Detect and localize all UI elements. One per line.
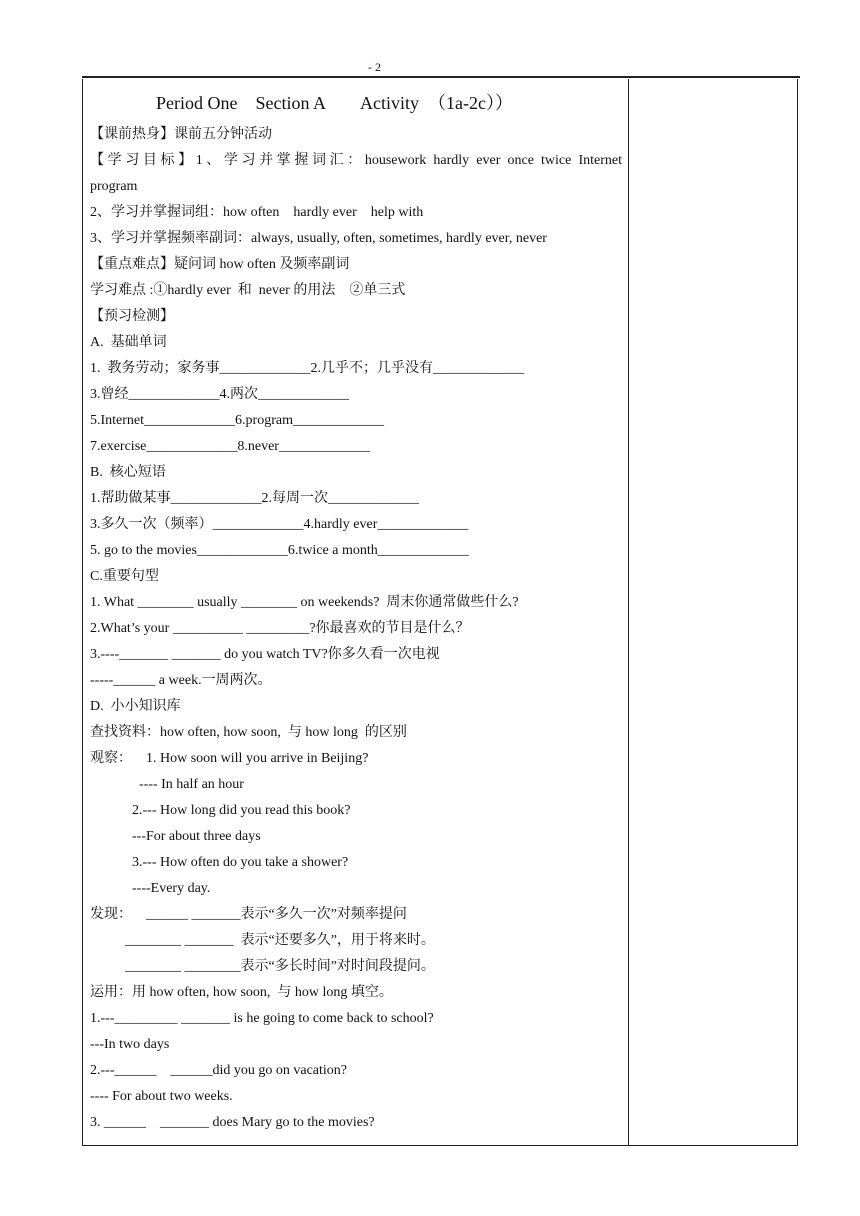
text-line: ----Every day. — [90, 881, 211, 896]
text-line: D. 小小知识库 — [90, 699, 181, 714]
text-line: 3.--- How often do you take a shower? — [90, 855, 349, 870]
text-line: 3.多久一次（频率）_____________4.hardly ever_____________ — [90, 517, 469, 532]
main-cell — [90, 88, 622, 1136]
top-rule — [82, 76, 800, 78]
text-line: ________ ________表示“多长时间”对时间段提问。 — [90, 959, 435, 974]
text-line: 3.曾经_____________4.两次_____________ — [90, 387, 349, 402]
text-line: 1.---_________ _______ is he going to come back to school? — [90, 1011, 434, 1026]
text-line: 2、学习并掌握词组：how often hardly ever help with — [90, 205, 424, 220]
text-line: 1.帮助做某事_____________2.每周一次_____________ — [90, 491, 419, 506]
text-line: 1. What ________ usually ________ on weekends? 周末你通常做些什么? — [90, 595, 519, 610]
text-line: 3、学习并掌握频率副词：always, usually, often, sometimes, hardly ever, never — [90, 231, 547, 246]
page-number: - 2 — [368, 60, 381, 74]
text-line: 发现： ______ _______表示“多久一次”对频率提问 — [90, 907, 407, 922]
text-line: A. 基础单词 — [90, 335, 167, 350]
text-line: ---- For about two weeks. — [90, 1089, 233, 1104]
text-line: 5.Internet_____________6.program_____________ — [90, 413, 384, 428]
text-line: ---- In half an hour — [90, 777, 244, 792]
text-line: 3.----_______ _______ do you watch TV?你多久看一次电视 — [90, 647, 440, 662]
column-divider — [628, 79, 629, 1146]
text-line: 2.--- How long did you read this book? — [90, 803, 351, 818]
text-line: 2.---______ ______did you go on vacation? — [90, 1063, 348, 1078]
text-line: C.重要句型 — [90, 569, 159, 584]
text-line: program — [90, 179, 138, 194]
text-line: ---For about three days — [90, 829, 261, 844]
text-line: 【学习目标】1、学习并掌握词汇：housework hardly ever once twice Internet — [90, 153, 622, 168]
text-line: 2.What’s your __________ _________?你最喜欢的节目是什么？ — [90, 621, 470, 636]
text-line: B. 核心短语 — [90, 465, 166, 480]
text-lines — [90, 122, 622, 1136]
text-line: 学习难点 :①hardly ever 和 never 的用法 ②单三式 — [90, 283, 406, 298]
text-line: ---In two days — [90, 1037, 170, 1052]
text-line: 5. go to the movies_____________6.twice a month_____________ — [90, 543, 469, 558]
text-line: 3. ______ _______ does Mary go to the movies? — [90, 1115, 375, 1130]
text-line: 查找资料：how often, how soon, 与 how long 的区别 — [90, 725, 407, 740]
text-line: -----______ a week.一周两次。 — [90, 673, 272, 688]
lesson-title: Period One Section A Activity （1a-2c）） — [156, 93, 513, 113]
text-line: 【重点难点】疑问词 how often 及频率副词 — [90, 257, 350, 272]
text-line: 【预习检测】 — [90, 309, 174, 324]
text-line: 运用：用 how often, how soon, 与 how long 填空。 — [90, 985, 393, 1000]
text-line: ________ _______ 表示“还要多久”，用于将来时。 — [90, 933, 435, 948]
text-line: 1. 教务劳动；家务事_____________2.几乎不；几乎没有_____________ — [90, 361, 524, 376]
text-line: 【课前热身】课前五分钟活动 — [90, 127, 272, 142]
text-line: 观察： 1. How soon will you arrive in Beijing? — [90, 751, 369, 766]
text-line: 7.exercise_____________8.never_____________ — [90, 439, 370, 454]
